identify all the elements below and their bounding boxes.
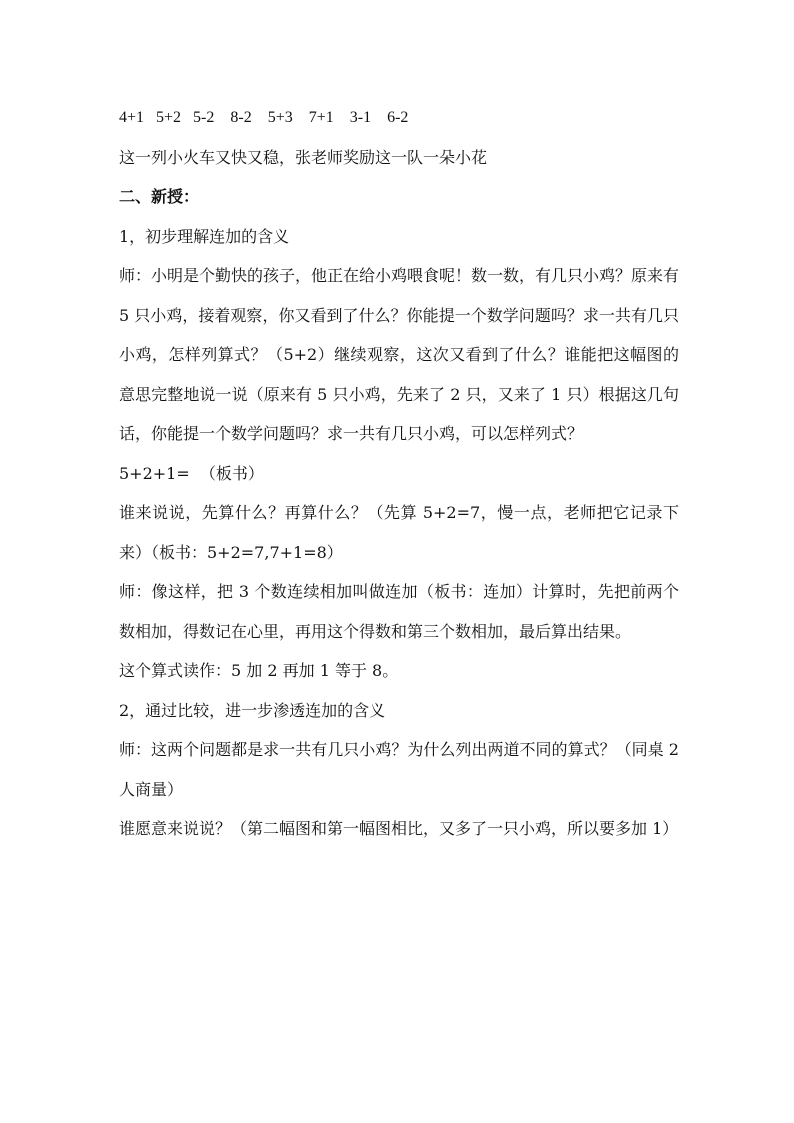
paragraph-student-explanation: 谁愿意来说说？（第二幅图和第一幅图相比，又多了一只小鸡，所以要多加 1） [119, 819, 679, 838]
paragraph-board-expression: 5+2+1= （板书） [119, 463, 264, 483]
paragraph-calculation-order: 谁来说说，先算什么？再算什么？（先算 5+2=7，慢一点，老师把它记录下来）（板书：5+2=7,7+1=8） [119, 503, 679, 562]
paragraph-teacher-chicks: 师：小明是个勤快的孩子，他正在给小鸡喂食呢！数一数，有几只小鸡？原来有 5 只小鸡，接着观察，你又看到了什么？你能提一个数学问题吗？求一共有几只小鸡，怎样列算式？（5+2）继续观察，这次又看到了什么？谁能把这幅图的意思完整地说一说（原来有 5 只小鸡，先来了 2 只，又来了 1 只）根据这几句话，你能提一个数学问题吗？求一共有几只小鸡，可以怎样列式？ [119, 266, 685, 443]
section-heading-new-lesson: 二、新授： [119, 187, 200, 206]
subheading-comparison: 2，通过比较，进一步渗透连加的含义 [119, 700, 386, 720]
paragraph-read-expression: 这个算式读作：5 加 2 再加 1 等于 8。 [119, 661, 399, 680]
review-expressions-line: 4+1 5+2 5-2 8-2 5+3 7+1 3-1 6-2 [119, 109, 409, 126]
paragraph-train-praise: 这一列小火车又快又稳，张老师奖励这一队一朵小花 [119, 147, 488, 167]
subheading-understand-consecutive-addition: 1，初步理解连加的含义 [119, 226, 290, 246]
document-body [119, 98, 685, 849]
paragraph-definition-consecutive-addition: 师：像这样，把 3 个数连续相加叫做连加（板书：连加）计算时，先把前两个数相加，得数记在心里，再用这个得数和第三个数相加，最后算出结果。 [119, 582, 679, 641]
paragraph-teacher-two-questions: 师：这两个问题都是求一共有几只小鸡？为什么列出两道不同的算式？（同桌 2 人商量） [119, 740, 685, 799]
